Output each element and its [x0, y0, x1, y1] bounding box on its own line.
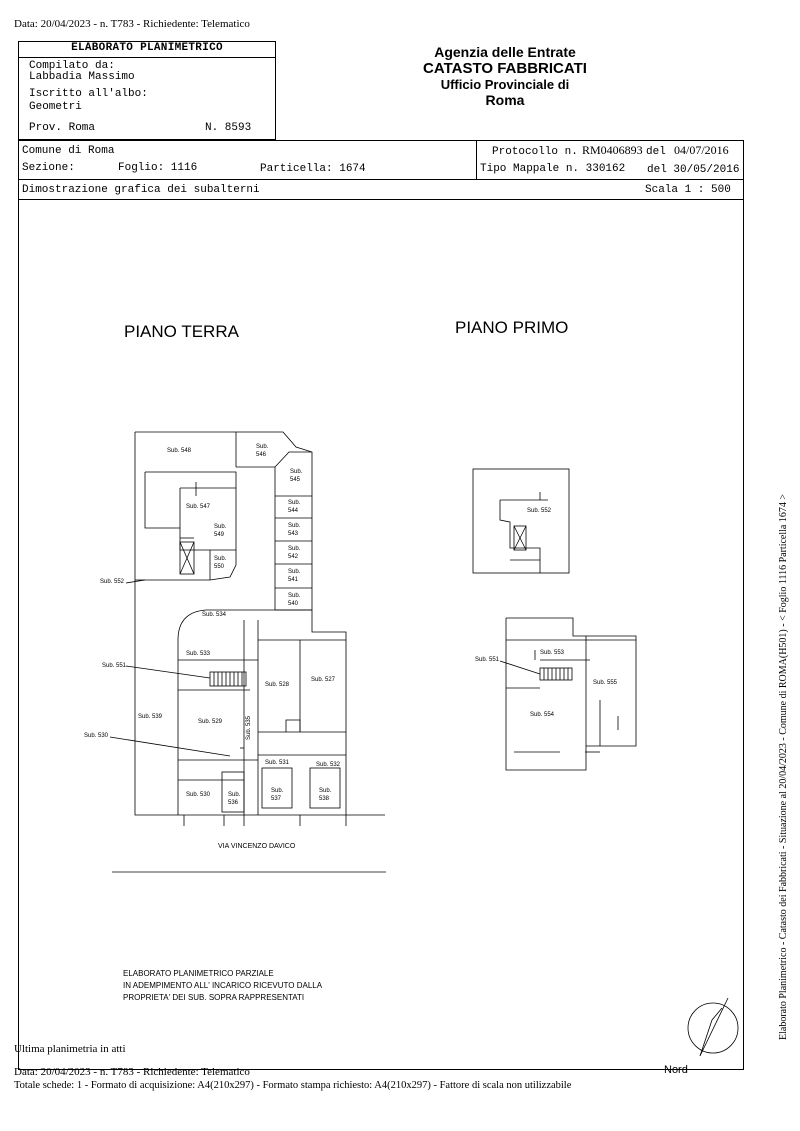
- particella: Particella: 1674: [260, 163, 366, 175]
- dimostrazione-label: Dimostrazione grafica dei subalterni: [22, 184, 260, 196]
- sub-547-label: Sub. 547: [186, 504, 211, 510]
- sub-538-number: 538: [319, 796, 330, 802]
- sub-527-label: Sub. 527: [311, 677, 336, 683]
- first-sub-551-label: Sub. 551: [475, 657, 500, 663]
- first-floor-upper-block: [473, 469, 569, 573]
- sub-544-label: Sub.: [288, 500, 301, 506]
- sub-537-number: 537: [271, 796, 282, 802]
- compilato-label: Compilato da:: [29, 60, 115, 72]
- protocollo-value: RM0406893: [582, 143, 643, 157]
- sub-543-label: Sub.: [288, 523, 301, 529]
- sub-530-leader-label: Sub. 530: [84, 733, 109, 739]
- sezione-label: Sezione:: [22, 162, 75, 174]
- sub-535-label: Sub. 535: [246, 715, 252, 740]
- note-line-1: ELABORATO PLANIMETRICO PARZIALE: [123, 969, 274, 978]
- sub-550-label: Sub.: [214, 556, 227, 562]
- sub-538-label: Sub.: [319, 788, 332, 794]
- ground-floor-upper-block: [135, 432, 385, 815]
- side-caption: Elaborato Planimetrico - Catasto dei Fabbricati - Situazione al 20/04/2023 - Comune di ROMA(H501) - < Foglio 1116 Particella 1674 >: [778, 494, 789, 1040]
- protocollo-label: Protocollo n.: [492, 146, 578, 158]
- first-sub-554-label: Sub. 554: [530, 712, 555, 718]
- ultima-planimetria: Ultima planimetria in atti: [14, 1043, 126, 1055]
- first-sub-555-label: Sub. 555: [593, 680, 618, 686]
- sub-549-number: 549: [214, 532, 225, 538]
- tipo-mappale: Tipo Mappale n. 330162: [480, 163, 626, 175]
- sub-542-label: Sub.: [288, 546, 301, 552]
- piano-primo-title: PIANO PRIMO: [455, 318, 569, 337]
- sub-551-label: Sub. 551: [102, 663, 127, 669]
- document-title: ELABORATO PLANIMETRICO: [71, 42, 223, 54]
- sub-534-label: Sub. 534: [202, 612, 227, 618]
- footer-date-line: Data: 20/04/2023 - n. T783 - Richiedente: Telematico: [14, 1066, 250, 1078]
- top-date-line: Data: 20/04/2023 - n. T783 - Richiedente: Telematico: [14, 18, 250, 30]
- sub-532-label: Sub. 532: [316, 762, 341, 768]
- sub-536-label: Sub.: [228, 792, 241, 798]
- sub-542-number: 542: [288, 554, 299, 560]
- first-floor-lower-block: [506, 618, 636, 770]
- tipo-mappale-date: del 30/05/2016: [647, 164, 740, 176]
- ufficio-city: Roma: [485, 92, 525, 108]
- sub-529-label: Sub. 529: [198, 719, 223, 725]
- north-arrow-icon: [688, 998, 738, 1056]
- protocollo-date: 04/07/2016: [674, 143, 729, 157]
- sub-531-label: Sub. 531: [265, 760, 290, 766]
- sub-548-label: Sub. 548: [167, 448, 192, 454]
- foglio: Foglio: 1116: [118, 162, 198, 174]
- first-sub-552-label: Sub. 552: [527, 508, 552, 514]
- sub-539-label: Sub. 539: [138, 714, 163, 720]
- catasto-title: CATASTO FABBRICATI: [423, 60, 587, 77]
- albo-number: N. 8593: [205, 122, 252, 134]
- piano-terra-title: PIANO TERRA: [124, 322, 239, 341]
- sub-541-number: 541: [288, 577, 299, 583]
- provincia: Prov. Roma: [29, 122, 96, 134]
- iscritto-label: Iscritto all'albo:: [29, 88, 148, 100]
- iscritto-value: Geometri: [29, 101, 82, 113]
- footer-details-line: Totale schede: 1 - Formato di acquisizione: A4(210x297) - Formato stampa richiesto: A4(210x297) - Fattore di scala non utilizzabile: [14, 1080, 572, 1091]
- sub-540-label: Sub.: [288, 593, 301, 599]
- sub-546-label: Sub.: [256, 444, 269, 450]
- sub-533-label: Sub. 533: [186, 651, 211, 657]
- agency-name: Agenzia delle Entrate: [434, 44, 576, 60]
- sub-536-number: 536: [228, 800, 239, 806]
- sub-543-number: 543: [288, 531, 299, 537]
- scala: Scala 1 : 500: [645, 184, 731, 196]
- ufficio-label: Ufficio Provinciale di: [440, 77, 570, 92]
- first-sub-553-label: Sub. 553: [540, 650, 565, 656]
- street-name: VIA VINCENZO DAVICO: [218, 843, 296, 850]
- note-line-3: PROPRIETA' DEI SUB. SOPRA RAPPRESENTATI: [123, 993, 305, 1002]
- sub-552-label: Sub. 552: [100, 579, 125, 585]
- sub-541-label: Sub.: [288, 569, 301, 575]
- compilato-value: Labbadia Massimo: [29, 71, 135, 83]
- note-line-2: IN ADEMPIMENTO ALL' INCARICO RICEVUTO DALLA: [123, 981, 323, 990]
- sub-549-label: Sub.: [214, 524, 227, 530]
- sub-546-number: 546: [256, 452, 267, 458]
- sub-545-label: Sub.: [290, 469, 303, 475]
- sub-530-label: Sub. 530: [186, 792, 211, 798]
- sub-550-number: 550: [214, 564, 225, 570]
- sub-540-number: 540: [288, 601, 299, 607]
- sub-528-label: Sub. 528: [265, 682, 290, 688]
- sub-545-number: 545: [290, 477, 301, 483]
- sub-544-number: 544: [288, 508, 299, 514]
- del-label: del: [646, 146, 666, 158]
- nord-label: Nord: [664, 1064, 688, 1076]
- comune: Comune di Roma: [22, 145, 115, 157]
- sub-537-label: Sub.: [271, 788, 284, 794]
